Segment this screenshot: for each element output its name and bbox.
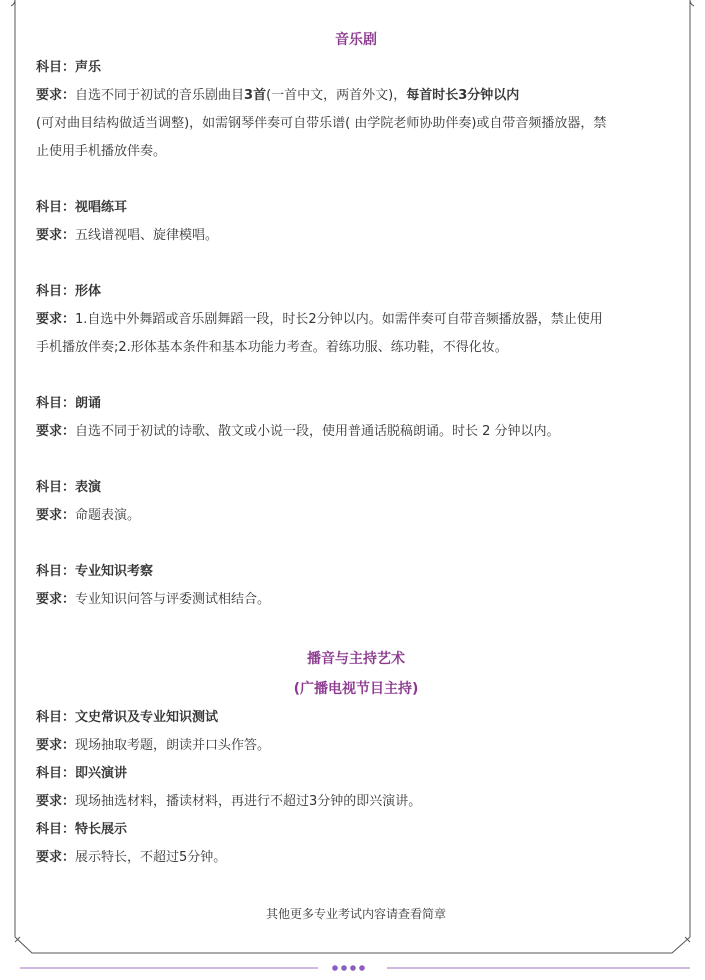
subject-label: 科目： [36, 284, 76, 299]
subject-label: 科目： [36, 396, 76, 411]
section-title-musical: 音乐剧 [335, 32, 377, 48]
requirement-label: 要求： [36, 228, 76, 243]
requirement-text: 展示特长，不超过5分钟。 [75, 850, 227, 865]
requirement-label: 要求： [36, 424, 76, 439]
requirement-line [36, 86, 676, 106]
subject-line [36, 708, 676, 728]
section-subtitle-broadcast: (广播电视节目主持) [293, 681, 419, 697]
subject-value: 即兴演讲 [75, 766, 128, 781]
requirement-text: 五线谱视唱、旋律模唱。 [75, 228, 219, 243]
requirement-text: 自选不同于初试的音乐剧曲目 [75, 88, 245, 103]
subject-value: 视唱练耳 [75, 200, 128, 215]
subject-line [36, 198, 676, 218]
subject-line [36, 820, 676, 840]
requirement-label: 要求： [36, 794, 76, 809]
subject-label: 科目： [36, 60, 76, 75]
requirement-line [36, 226, 676, 246]
subject-value: 表演 [75, 480, 102, 495]
requirement-line [36, 506, 676, 526]
requirement-text: 命题表演。 [75, 508, 141, 523]
subject-line [36, 764, 676, 784]
requirement-continuation: (可对曲目结构做适当调整)，如需钢琴伴奏可自带乐谱( 由学院老师协助伴奏)或自带音频播放器，禁 [36, 116, 607, 131]
requirement-line [36, 590, 676, 610]
subject-label: 科目： [36, 710, 76, 725]
subject-line [36, 394, 676, 414]
requirement-label: 要求： [36, 738, 76, 753]
decorative-dots [332, 965, 365, 971]
requirement-continuation: 手机播放伴奏;2.形体基本条件和基本功能力考查。着练功服、练功鞋，不得化妆。 [36, 340, 508, 355]
requirement-emphasis: 3首 [244, 88, 267, 103]
requirement-label: 要求： [36, 592, 76, 607]
subject-value: 声乐 [75, 60, 102, 75]
requirement-text: 自选不同于初试的诗歌、散文或小说一段，使用普通话脱稿朗诵。时长 2 分钟以内。 [75, 424, 560, 439]
requirement-line [36, 848, 676, 868]
requirement-label: 要求： [36, 508, 76, 523]
requirement-text: 现场抽选材料，播读材料，再进行不超过3分钟的即兴演讲。 [75, 794, 422, 809]
requirement-label: 要求： [36, 850, 76, 865]
subject-line [36, 478, 676, 498]
subject-value: 形体 [75, 284, 102, 299]
requirement-line [36, 736, 676, 756]
requirement-continuation: 止使用手机播放伴奏。 [36, 144, 167, 159]
requirement-text: 1.自选中外舞蹈或音乐剧舞蹈一段，时长2分钟以内。如需伴奏可自带音频播放器，禁止使用 [75, 312, 603, 327]
subject-label: 科目： [36, 564, 76, 579]
requirement-text: 现场抽取考题，朗读并口头作答。 [75, 738, 271, 753]
requirement-line [36, 792, 676, 812]
subject-value: 文史常识及专业知识测试 [75, 710, 219, 725]
footer-note: 其他更多专业考试内容请查看简章 [265, 907, 446, 921]
requirement-emphasis: 每首时长3分钟以内 [406, 88, 520, 103]
subject-line [36, 282, 676, 302]
subject-label: 科目： [36, 200, 76, 215]
requirement-text: (一首中文，两首外文)， [266, 88, 407, 103]
subject-label: 科目： [36, 480, 76, 495]
requirement-label: 要求： [36, 312, 76, 327]
requirement-text: 专业知识问答与评委测试相结合。 [75, 592, 271, 607]
requirement-label: 要求： [36, 88, 76, 103]
requirement-line [36, 310, 676, 330]
subject-line [36, 562, 676, 582]
subject-value: 专业知识考察 [75, 564, 154, 579]
requirement-line [36, 422, 676, 442]
subject-label: 科目： [36, 822, 76, 837]
subject-line [36, 58, 676, 78]
subject-label: 科目： [36, 766, 76, 781]
subject-value: 朗诵 [75, 396, 102, 411]
subject-value: 特长展示 [75, 822, 128, 837]
section-title-broadcast: 播音与主持艺术 [307, 651, 405, 667]
